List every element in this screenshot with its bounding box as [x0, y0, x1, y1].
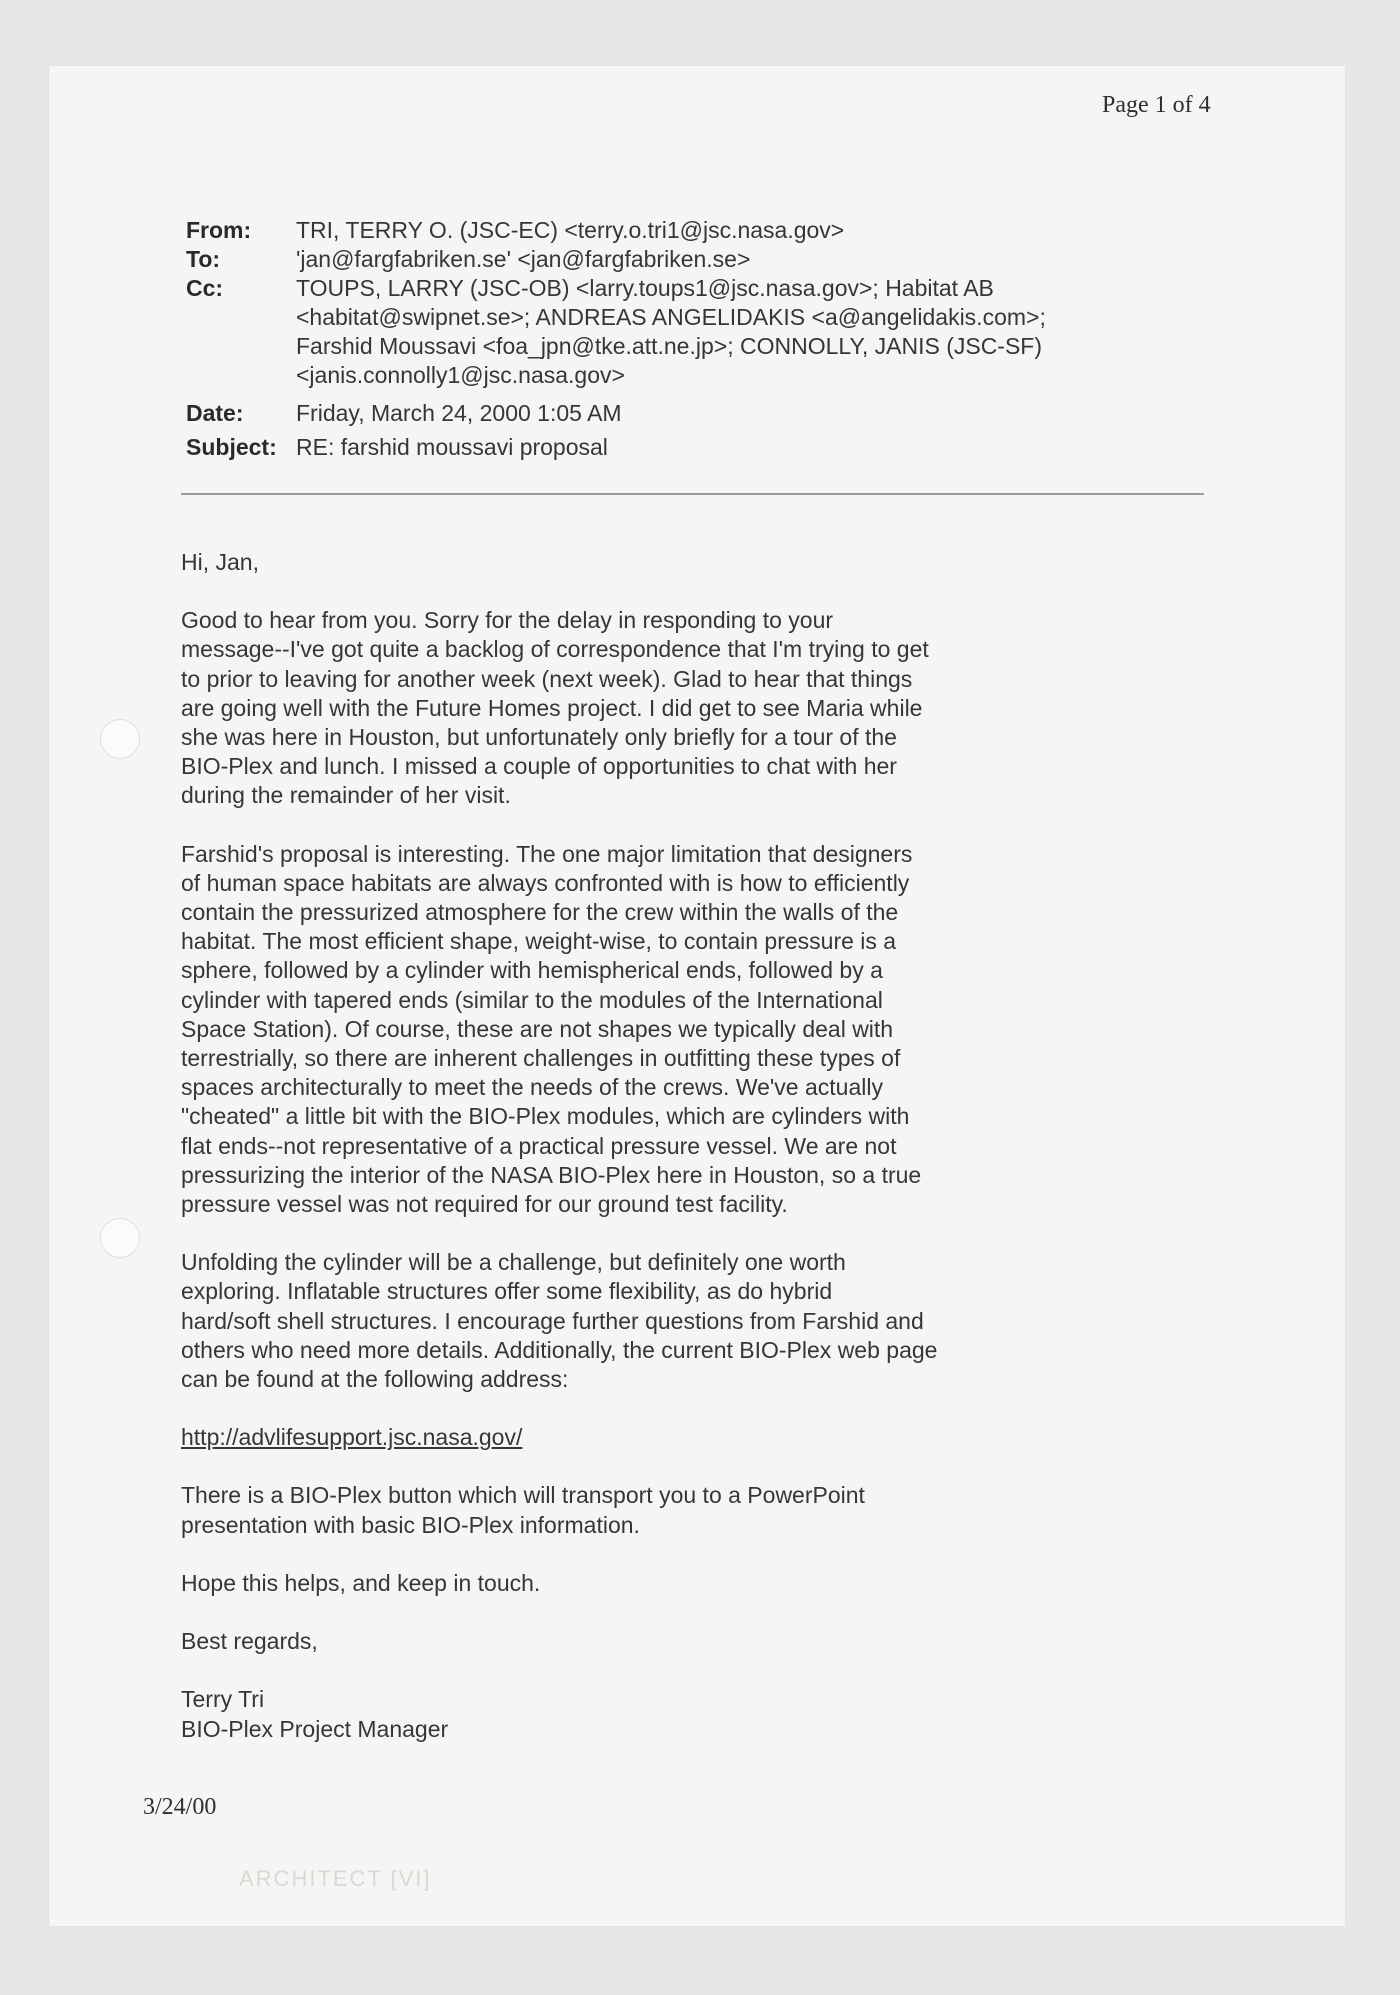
paragraph-2	[181, 840, 1081, 1220]
cc-line: Farshid Moussavi <foa_jpn@tke.att.ne.jp>; CONNOLLY, JANIS (JSC-SF)	[296, 333, 1043, 359]
email-header	[186, 216, 1206, 462]
signature-title: BIO-Plex Project Manager	[181, 1715, 449, 1742]
document-page	[49, 66, 1345, 1926]
signature-block	[181, 1685, 1081, 1743]
paragraph-1	[181, 606, 1081, 810]
cc-label: Cc:	[186, 275, 224, 301]
text-line: exploring. Inflatable structures offer some flexibility, as do hybrid	[181, 1278, 833, 1305]
text-line: Good to hear from you. Sorry for the delay in responding to your	[181, 607, 834, 634]
from-value: TRI, TERRY O. (JSC-EC) <terry.o.tri1@jsc.nasa.gov>	[296, 217, 845, 243]
archive-stamp: ARCHITECT [VI]	[239, 1866, 432, 1891]
to-row	[186, 245, 1206, 274]
text-line: can be found at the following address:	[181, 1366, 569, 1393]
text-line: habitat. The most efficient shape, weight-wise, to contain pressure is a	[181, 928, 897, 955]
greeting: Hi, Jan,	[181, 549, 259, 575]
date-row	[186, 399, 1206, 428]
text-line: presentation with basic BIO-Plex information.	[181, 1511, 640, 1538]
cc-line: <habitat@swipnet.se>; ANDREAS ANGELIDAKIS <a@angelidakis.com>;	[296, 304, 1046, 330]
cc-line: TOUPS, LARRY (JSC-OB) <larry.toups1@jsc.nasa.gov>; Habitat AB	[296, 275, 994, 301]
text-line: sphere, followed by a cylinder with hemispherical ends, followed by a	[181, 957, 883, 984]
text-line: to prior to leaving for another week (next week). Glad to hear that things	[181, 665, 913, 692]
link-paragraph	[181, 1423, 1081, 1452]
date-value: Friday, March 24, 2000 1:05 AM	[296, 400, 622, 426]
text-line: Space Station). Of course, these are not shapes we typically deal with	[181, 1015, 894, 1042]
to-label: To:	[186, 246, 221, 272]
header-divider	[181, 493, 1204, 495]
text-line: of human space habitats are always confronted with is how to efficiently	[181, 869, 910, 896]
subject-row	[186, 433, 1206, 462]
text-line: pressure vessel was not required for our ground test facility.	[181, 1191, 788, 1218]
footer-date: 3/24/00	[143, 1794, 217, 1820]
cc-row	[186, 274, 1206, 390]
text-line: Unfolding the cylinder will be a challenge, but definitely one worth	[181, 1249, 846, 1276]
subject-value: RE: farshid moussavi proposal	[296, 434, 608, 460]
text-line: cylinder with tapered ends (similar to the modules of the International	[181, 986, 883, 1013]
text-line: BIO-Plex and lunch. I missed a couple of opportunities to chat with her	[181, 753, 897, 780]
text-line: flat ends--not representative of a practical pressure vessel. We are not	[181, 1132, 897, 1159]
text-line: pressurizing the interior of the NASA BIO-Plex here in Houston, so a true	[181, 1161, 922, 1188]
paragraph-3	[181, 1248, 1081, 1394]
text-line: There is a BIO-Plex button which will transport you to a PowerPoint	[181, 1482, 865, 1509]
email-body	[181, 548, 1081, 1773]
text-line: others who need more details. Additionally, the current BIO-Plex web page	[181, 1336, 938, 1363]
cc-line: <janis.connolly1@jsc.nasa.gov>	[296, 362, 625, 388]
subject-label: Subject:	[186, 434, 277, 460]
text-line: "cheated" a little bit with the BIO-Plex modules, which are cylinders with	[181, 1103, 910, 1130]
page-number: Page 1 of 4	[1102, 92, 1211, 118]
date-label: Date:	[186, 400, 244, 426]
cc-value	[296, 274, 1206, 390]
signature-name: Terry Tri	[181, 1686, 265, 1713]
text-line: are going well with the Future Homes project. I did get to see Maria while	[181, 694, 923, 721]
text-line: she was here in Houston, but unfortunately only briefly for a tour of the	[181, 724, 897, 751]
to-value: 'jan@fargfabriken.se' <jan@fargfabriken.se>	[296, 246, 751, 272]
paragraph-4	[181, 1481, 1081, 1539]
text-line: during the remainder of her visit.	[181, 782, 511, 809]
text-line: terrestrially, so there are inherent challenges in outfitting these types of	[181, 1045, 901, 1072]
paragraph-5: Hope this helps, and keep in touch.	[181, 1569, 541, 1596]
punch-hole	[100, 1218, 140, 1258]
text-line: hard/soft shell structures. I encourage further questions from Farshid and	[181, 1307, 924, 1334]
from-row	[186, 216, 1206, 245]
bioplex-web-link[interactable]: http://advlifesupport.jsc.nasa.gov/	[181, 1424, 523, 1451]
text-line: message--I've got quite a backlog of correspondence that I'm trying to get	[181, 636, 929, 663]
text-line: spaces architecturally to meet the needs of the crews. We've actually	[181, 1074, 883, 1101]
text-line: Farshid's proposal is interesting. The one major limitation that designers	[181, 840, 913, 867]
closing: Best regards,	[181, 1628, 318, 1655]
text-line: contain the pressurized atmosphere for the crew within the walls of the	[181, 899, 899, 926]
from-label: From:	[186, 217, 252, 243]
punch-hole	[100, 719, 140, 759]
